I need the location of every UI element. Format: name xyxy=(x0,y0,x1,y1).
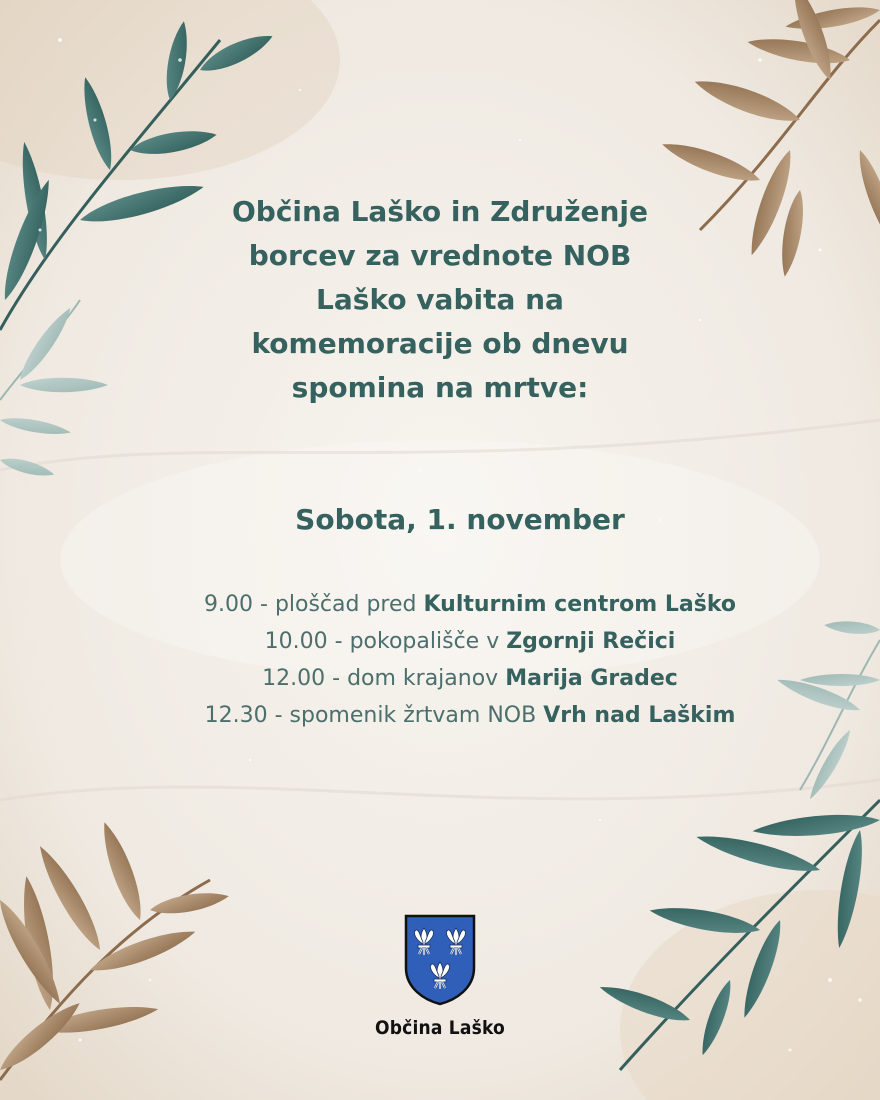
schedule-item: 9.00 - ploščad pred Kulturnim centrom Laško xyxy=(204,592,736,617)
municipality-name: Občina Laško xyxy=(374,1017,505,1039)
heading-line: komemoracije ob dnevu xyxy=(251,327,629,360)
schedule-item: 12.00 - dom krajanov Marija Gradec xyxy=(262,666,678,691)
schedule-place: Kulturnim centrom Laško xyxy=(423,592,736,617)
schedule-time: 12.00 xyxy=(262,666,326,691)
schedule-time: 12.30 xyxy=(204,703,268,728)
event-date: Sobota, 1. november xyxy=(295,503,625,536)
schedule-place: Zgornji Rečici xyxy=(506,629,676,654)
heading-line: Občina Laško in Združenje xyxy=(231,195,649,228)
schedule-time: 10.00 xyxy=(264,629,328,654)
schedule-place: Marija Gradec xyxy=(505,666,678,691)
schedule-place-prefix: spomenik žrtvam NOB xyxy=(289,703,537,728)
schedule-place-prefix: ploščad pred xyxy=(274,592,417,617)
schedule-place: Vrh nad Laškim xyxy=(543,703,736,728)
schedule-item: 10.00 - pokopališče v Zgornji Rečici xyxy=(264,629,676,654)
schedule-list xyxy=(110,586,830,734)
schedule-item: 12.30 - spomenik žrtvam NOB Vrh nad Laškim xyxy=(204,703,736,728)
schedule-place-prefix: dom krajanov xyxy=(347,666,499,691)
invitation-heading xyxy=(180,190,700,410)
schedule-time: 9.00 xyxy=(204,592,253,617)
schedule-place-prefix: pokopališče v xyxy=(349,629,500,654)
heading-line: borcev za vrednote NOB xyxy=(248,239,632,272)
heading-line: Laško vabita na xyxy=(316,283,564,316)
heading-line: spomina na mrtve: xyxy=(291,371,589,404)
coat-of-arms-fleur-de-lis-icon xyxy=(404,914,476,1006)
